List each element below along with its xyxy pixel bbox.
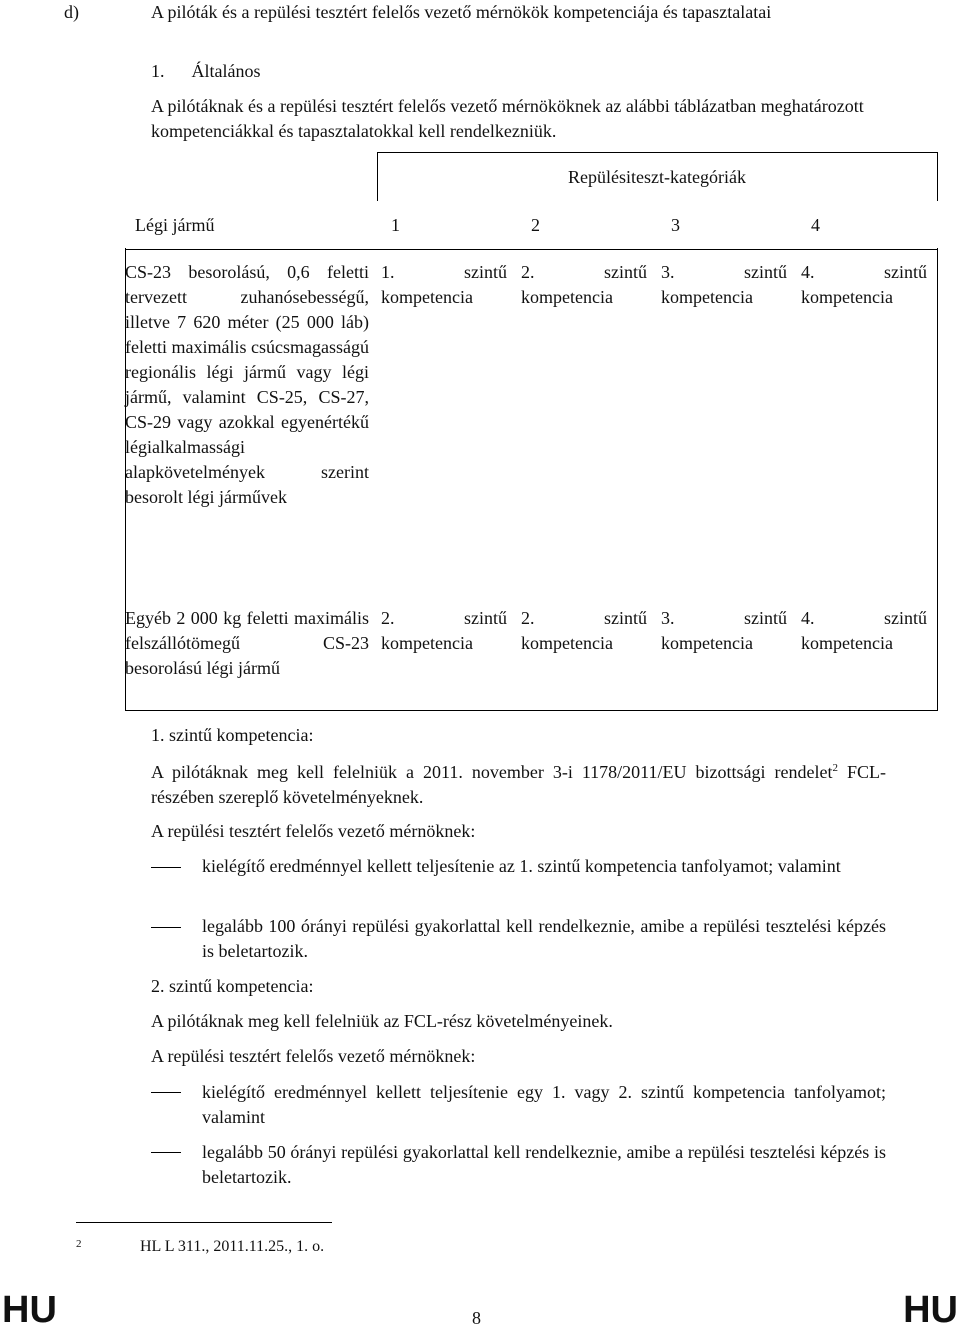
column-header: 2 [531, 214, 540, 235]
level2-bullet: legalább 50 órányi repülési gyakorlattal kell rendelkeznie, amibe a repülési tesztelési képzés is beletartozik. [202, 1142, 886, 1187]
category-header: Repülésiteszt-kategóriák [377, 153, 937, 202]
footnote-text: HL L 311., 2011.11.25., 1. o. [140, 1238, 325, 1255]
level2-bullet: kielégítő eredménnyel kellett teljesítenie egy 1. vagy 2. szintű kompetencia tanfolyamot; valamint [202, 1082, 886, 1127]
level1-pilots-text: A pilótáknak meg kell felelniük a 2011. november 3-i 1178/2011/EU bizottsági rendelet$^2$ FCL-részében szereplő követelményeknek. [151, 762, 886, 807]
level2-pilots-text: A pilótáknak meg kell felelniük az FCL-rész követelményeinek. [151, 1011, 613, 1031]
dash-bullet [151, 1152, 181, 1153]
table-corner [125, 153, 377, 202]
level-cell: 2. szintű kompetencia [517, 250, 657, 597]
page-number: 8 [472, 1308, 481, 1328]
footnote-number: 2 [76, 1238, 82, 1250]
level1-bullet: legalább 100 órányi repülési gyakorlattal kell rendelkeznie, amibe a repülési tesztelési képzés is beletartozik. [202, 916, 886, 961]
level-cell: 4. szintű kompetencia [797, 250, 937, 597]
intro-paragraph: A pilótáknak és a repülési tesztért felelős vezető mérnököknek az alábbi táblázatban meghatározott kompetenciákkal és tapasztalatokkal kell rendelkezniük. [151, 96, 864, 141]
level-cell: 2. szintű kompetencia [381, 608, 507, 653]
level2-engineers-intro: A repülési tesztért felelős vezető mérnöknek: [151, 1046, 476, 1066]
dash-bullet [151, 927, 181, 928]
level-cell: 4. szintű kompetencia [801, 608, 927, 653]
language-code-right: HU [903, 1289, 958, 1331]
footnote-ref[interactable]: 2 [832, 762, 838, 774]
level1-engineers-intro: A repülési tesztért felelős vezető mérnöknek: [151, 821, 476, 841]
column-header: 4 [811, 214, 820, 235]
level-cell: 2. szintű kompetencia [521, 608, 647, 653]
level2-heading: 2. szintű kompetencia: [151, 976, 314, 996]
dash-bullet [151, 1092, 181, 1093]
row-label: CS-23 besorolású, 0,6 feletti tervezett zuhanósebességű, illetve 7 620 méter (25 000 láb) feletti maximális csúcsmagasságú regionális légi jármű vagy légi jármű, valamint CS-25, CS-27, CS-29 vagy azokkal egyenértékű légialkalmassági alapkövetelmények szerint besorolt légi járművek [125, 250, 377, 597]
level-cell: 1. szintű kompetencia [377, 250, 517, 597]
footnote-rule [76, 1222, 332, 1223]
level1-heading: 1. szintű kompetencia: [151, 725, 314, 745]
dash-bullet [151, 867, 181, 868]
column-header: 1 [391, 214, 400, 235]
level1-bullet: kielégítő eredménnyel kellett teljesítenie az 1. szintű kompetencia tanfolyamot; valamint [202, 856, 841, 876]
subsection-title: 1. Általános [151, 61, 261, 81]
level-cell: 3. szintű kompetencia [661, 608, 787, 653]
row-label: Egyéb 2 000 kg feletti maximális felszállótömegű CS-23 besorolású légi jármű [125, 608, 369, 678]
section-letter: d) [64, 2, 79, 22]
table-border [125, 248, 938, 711]
aircraft-header: Légi jármű [135, 214, 215, 235]
level-cell: 3. szintű kompetencia [657, 250, 797, 597]
language-code-left: HU [2, 1289, 57, 1331]
column-header: 3 [671, 214, 680, 235]
section-title: A pilóták és a repülési tesztért felelős vezető mérnökök kompetenciája és tapasztalatai [151, 2, 772, 22]
